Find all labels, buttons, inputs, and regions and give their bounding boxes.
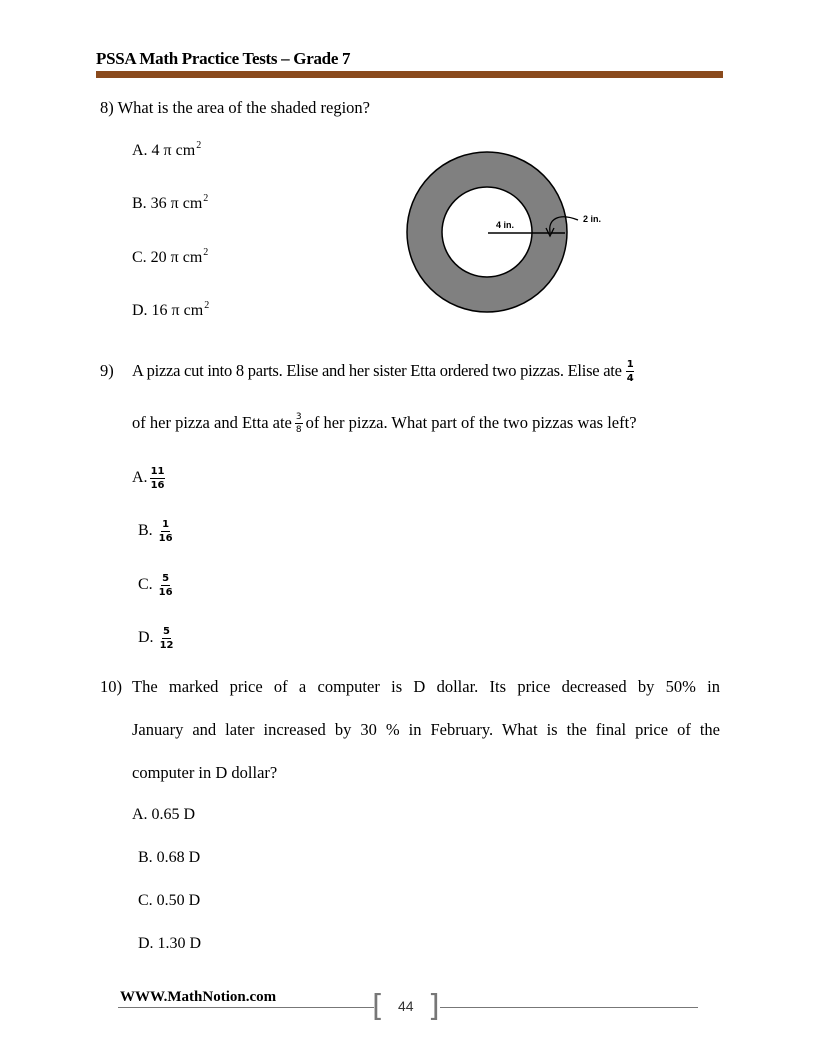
footer-url: WWW.MathNotion.com: [120, 989, 277, 1005]
q10-option-d: D. 1.30 D: [138, 935, 202, 952]
q8-option-b: B. 36 π $cm^2$: [132, 193, 209, 212]
ring-width-label: 2 in.: [583, 214, 602, 224]
q9-line-1: [132, 353, 634, 389]
q10-line-3: computer in D dollar?: [132, 763, 278, 782]
q10-line-1: The marked price of a computer is D dollar. Its price decreased by 50% in: [132, 677, 720, 696]
page-number: 44: [398, 998, 414, 1014]
q9-option-c: C. $\frac{5}{16}$: [138, 572, 173, 598]
inner-radius-label: 4 in.: [496, 220, 515, 230]
q9-line-2-text-b: of her pizza. What part of the two pizzas was left?: [305, 413, 637, 432]
q10-line-2: January and later increased by 30 % in February. What is the final price of the: [132, 720, 720, 739]
footer-rule-right: [440, 1007, 698, 1008]
page-header-title: PSSA Math Practice Tests – Grade 7: [96, 49, 351, 68]
q9-fraction-etta: $\frac{3}{8}$: [295, 411, 302, 435]
q9-option-b-fraction: $\frac{1}{16}$: [158, 518, 173, 544]
header-rule: [96, 71, 723, 78]
q9-line-1-text: A pizza cut into 8 parts. Elise and her sister Etta ordered two pizzas. Elise ate: [132, 361, 622, 380]
q10-number: 10): [100, 677, 122, 696]
q10-option-c: C. 0.50 D: [138, 892, 201, 909]
q10-option-b: B. 0.68 D: [138, 849, 201, 866]
q8-option-d: D. 16 π $cm^2$: [132, 300, 210, 319]
q9-line-2-text-a: of her pizza and Etta ate: [132, 413, 292, 432]
page-number-left-bracket: [: [372, 989, 384, 1024]
q10-option-a: A. 0.65 D: [132, 806, 196, 823]
q8-option-a: A. 4 π $cm^2$: [132, 140, 202, 159]
inner-circle: [442, 187, 532, 277]
q9-option-a-fraction: $\frac{11}{16}$: [150, 465, 165, 491]
annulus-figure: [400, 150, 630, 315]
q9-option-d-fraction: $\frac{5}{12}$: [159, 625, 174, 651]
footer-rule-left: [118, 1007, 374, 1008]
page-number-right-bracket: ]: [428, 989, 440, 1024]
q8-option-c: C. 20 π $cm^2$: [132, 247, 209, 266]
q9-option-c-fraction: $\frac{5}{16}$: [158, 572, 173, 598]
q9-option-d: D. $\frac{5}{12}$: [138, 625, 174, 651]
q9-fraction-elise: $\frac{1}{4}$: [626, 358, 634, 384]
q8-text: 8) What is the area of the shaded region?: [100, 98, 371, 117]
q9-line-2: [132, 405, 637, 441]
q9-option-b: B. $\frac{1}{16}$: [138, 518, 173, 544]
q9-option-a: A. $\frac{11}{16}$: [132, 465, 165, 491]
q9-number: 9): [100, 361, 114, 380]
